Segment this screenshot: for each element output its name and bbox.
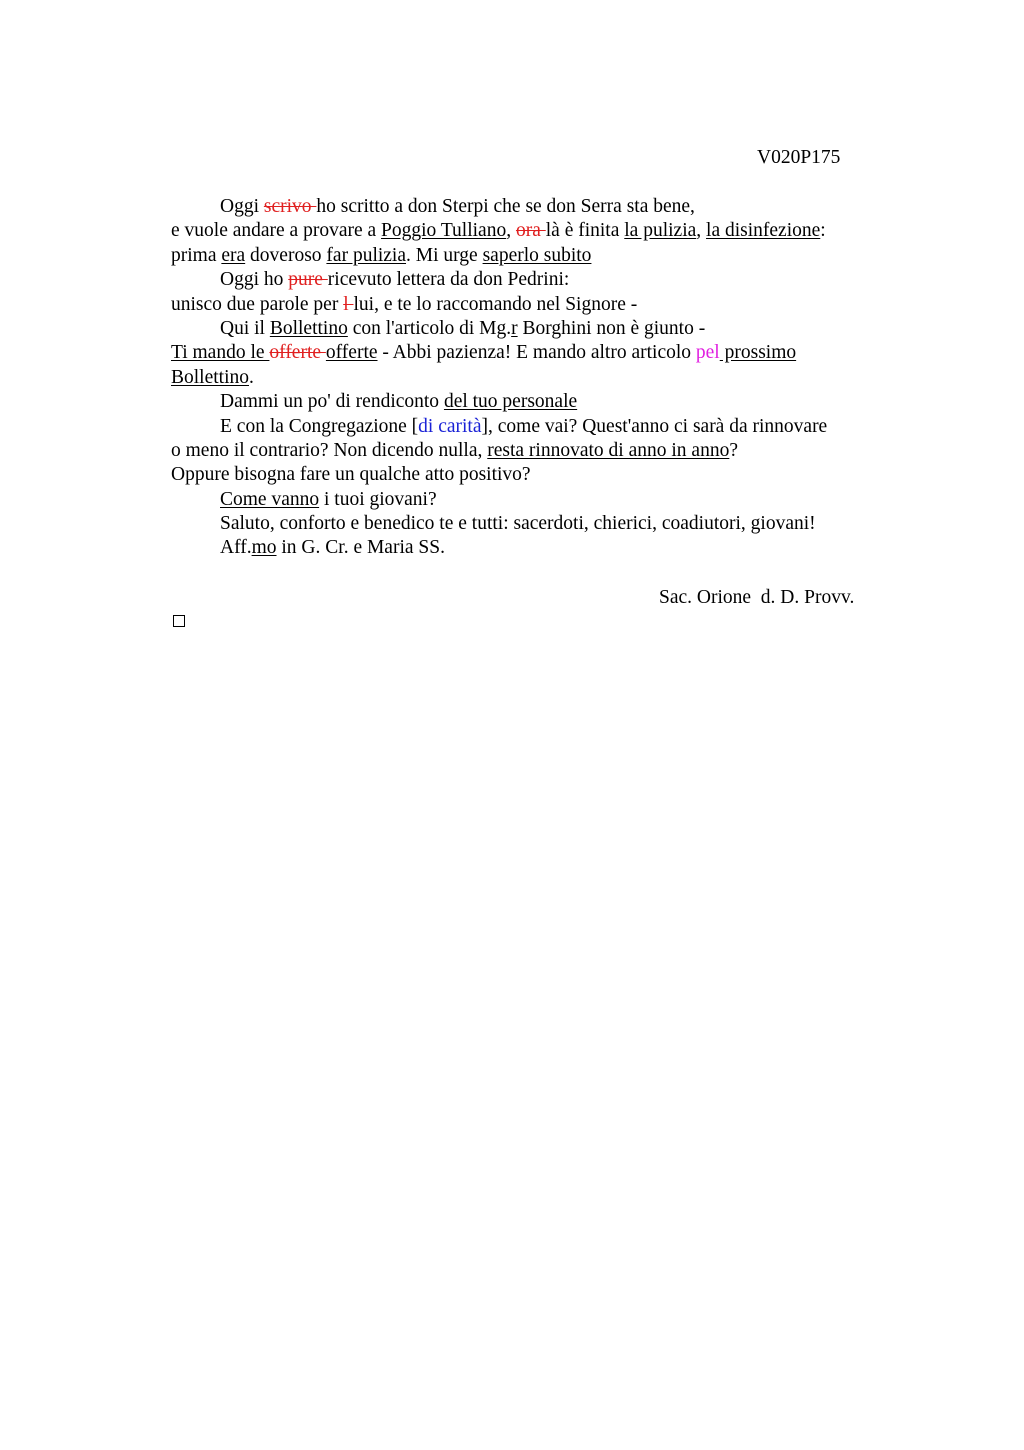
text: Oggi ho [220, 269, 289, 291]
text: ricevuto lettera da don Pedrini: [327, 269, 570, 291]
signature: Sac. Orione d. D. Provv. [659, 587, 855, 608]
text: , [696, 220, 707, 242]
deleted-text: scrivo [263, 196, 317, 217]
underlined-text: Poggio Tulliano [381, 220, 507, 242]
text: Oppure bisogna fare un qualche atto positivo? [171, 464, 531, 486]
text: ], come vai? Quest'anno ci sarà da rinnovare [481, 415, 828, 437]
text: Oggi [220, 196, 264, 217]
underlined-text: Bollettino [269, 317, 348, 339]
letter-line-3 [171, 244, 871, 268]
underlined-text: Come vanno [220, 488, 320, 510]
underlined-text: la disinfezione [706, 220, 821, 242]
letter-line-5 [171, 293, 871, 317]
letter-line-4 [171, 268, 871, 292]
text: e vuole andare a provare a [171, 220, 382, 242]
text: , [506, 220, 516, 242]
letter-line-10 [171, 415, 871, 439]
letter-line-6 [171, 317, 871, 341]
letter-line-1 [171, 195, 871, 219]
text: : [820, 220, 826, 242]
letter-line-11 [171, 439, 871, 463]
text: ? [729, 439, 738, 461]
deleted-text: offerte [269, 342, 326, 364]
text: là è finita [545, 220, 625, 242]
letter-line-12 [171, 463, 871, 487]
text: - Abbi pazienza! E mando altro articolo [377, 342, 696, 364]
magenta-text: pel [695, 342, 720, 364]
text: . Mi urge [406, 244, 483, 266]
text: . [249, 366, 254, 388]
letter-body [171, 195, 871, 561]
underlined-text: r [511, 317, 518, 339]
underlined-text: Ti mando le [171, 342, 270, 364]
text: ho scritto a don Sterpi che se don Serra sta bene, [316, 196, 695, 217]
letter-line-15 [171, 536, 871, 560]
checkbox-square-icon [173, 615, 185, 627]
text: lui, e te lo raccomando nel Signore - [353, 293, 638, 315]
text: Dammi un po' di rendiconto [220, 391, 444, 413]
underlined-text: saperlo subito [482, 244, 592, 266]
deleted-text: ora [515, 220, 546, 242]
underlined-text: mo [251, 537, 277, 559]
letter-line-2 [171, 219, 871, 243]
letter-line-7 [171, 341, 871, 365]
underlined-text: era [221, 244, 246, 266]
letter-line-13 [171, 488, 871, 512]
text: o meno il contrario? Non dicendo nulla, [171, 439, 488, 461]
underlined-text: far pulizia [326, 244, 407, 266]
underlined-text: offerte [325, 342, 378, 364]
text: prima [171, 244, 222, 266]
text: Saluto, conforto e benedico te e tutti: sacerdoti, chierici, coadiutori, giovani! [220, 513, 816, 535]
deleted-text: pure [288, 269, 328, 291]
editorial-insertion: di carità [418, 415, 482, 437]
text: Aff. [220, 537, 252, 559]
text: Qui il [220, 317, 270, 339]
text: con l'articolo di Mg. [347, 317, 512, 339]
underlined-text: Bollettino [171, 366, 249, 388]
letter-line-9 [171, 390, 871, 414]
underlined-text: la pulizia [624, 220, 697, 242]
text: E con la Congregazione [ [220, 415, 419, 437]
text: in G. Cr. e Maria SS. [276, 537, 445, 559]
deleted-text: l [343, 293, 354, 315]
letter-line-8 [171, 366, 871, 390]
text: doveroso [245, 244, 327, 266]
document-code: V020P175 [757, 147, 841, 168]
text: Borghini non è giunto - [517, 317, 706, 339]
text: unisco due parole per [171, 293, 344, 315]
underlined-text: resta rinnovato di anno in anno [487, 439, 730, 461]
text: i tuoi giovani? [319, 488, 437, 510]
underlined-text: del tuo personale [443, 391, 578, 413]
letter-line-14 [171, 512, 871, 536]
underlined-text: prossimo [719, 342, 797, 364]
